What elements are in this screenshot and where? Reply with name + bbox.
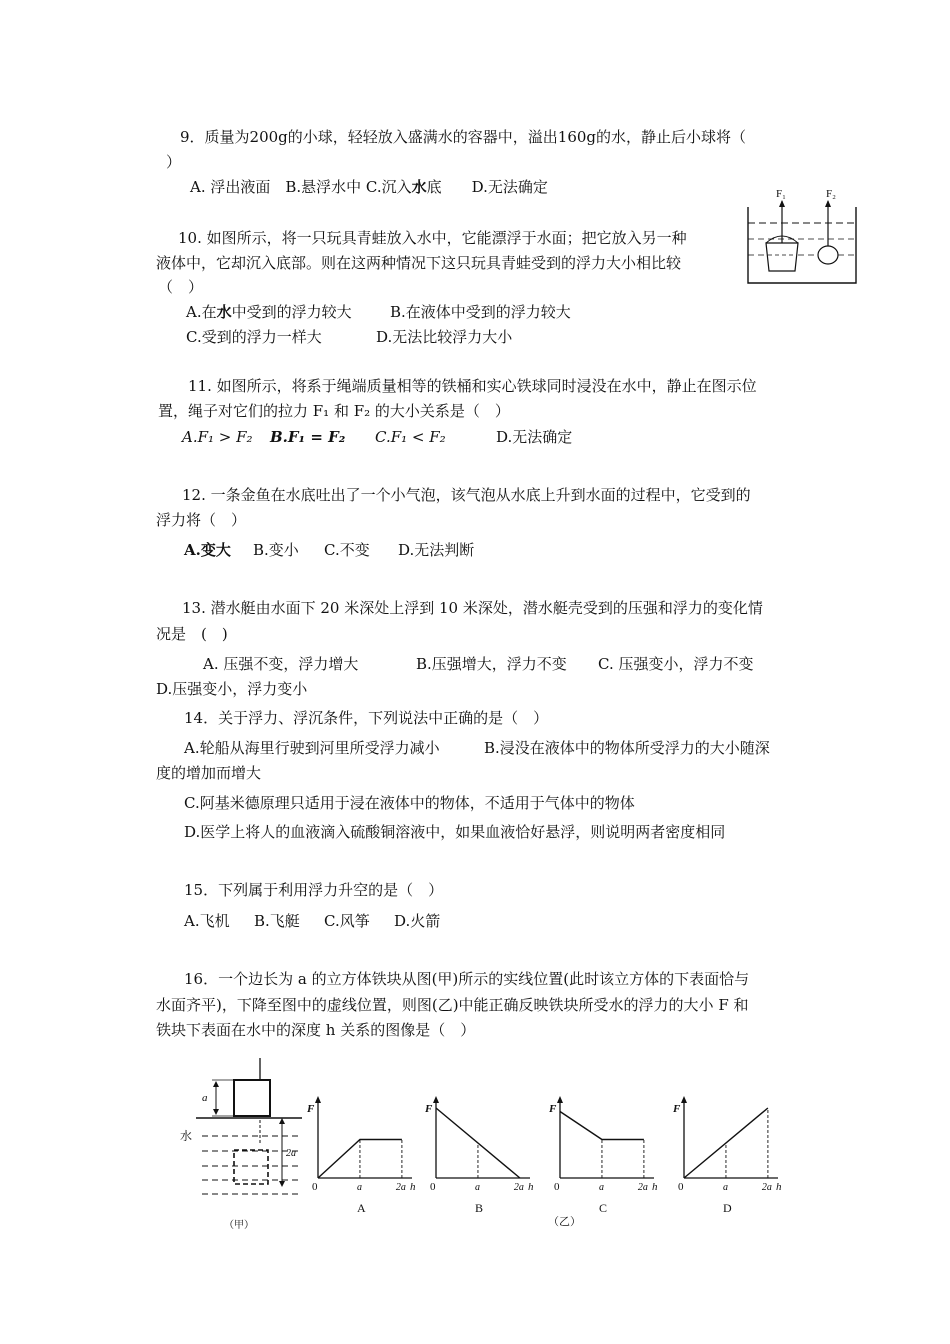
x-axis-label: h: [652, 1181, 658, 1193]
y-axis-label: F: [307, 1103, 315, 1115]
graph-b: [424, 1090, 538, 1220]
q16-line3: 铁块下表面在水中的深度 h 关系的图像是（ ）: [156, 1021, 476, 1039]
q12-option-b: B.变小: [253, 541, 299, 559]
q16-line1: 16．一个边长为 a 的立方体铁块从图(甲)所示的实线位置(此时该立方体的下表面恰与: [184, 970, 750, 988]
origin-label: 0: [554, 1181, 560, 1193]
x-axis-label: h: [528, 1181, 534, 1193]
q15-option-a: A.飞机: [184, 912, 230, 930]
q9-stem: 9．质量为200g的小球，轻轻放入盛满水的容器中，溢出160g的水，静止后小球将（: [180, 128, 747, 146]
y-axis-label: F: [673, 1103, 681, 1115]
q14-option-b-line1: B.浸没在液体中的物体所受浮力的大小随深: [484, 739, 770, 757]
q13-option-c: C. 压强变小，浮力不变: [598, 655, 754, 673]
jia-caption: （甲）: [224, 1220, 254, 1231]
q12-option-a: A.变大: [184, 541, 231, 559]
q13-option-d: D.压强变小，浮力变小: [156, 680, 308, 698]
graph-caption: A: [357, 1201, 366, 1215]
q14-option-d: D.医学上将人的血液滴入硫酸铜溶液中，如果血液恰好悬浮，则说明两者密度相同: [184, 823, 726, 841]
jia-label-2a: 2a: [286, 1148, 296, 1159]
q11-option-b: B.F₁ = F₂: [270, 428, 346, 446]
q11-line1: 11. 如图所示，将系于绳端质量相等的铁桶和实心铁球同时浸没在水中，静止在图示位: [188, 377, 757, 395]
tick-label-2a: 2a: [637, 1182, 648, 1193]
x-axis-label: h: [776, 1181, 782, 1193]
tick-label-a: a: [356, 1182, 362, 1193]
y-axis-arrow: [315, 1096, 321, 1103]
q15-option-d: D.火箭: [394, 912, 441, 930]
y-axis-arrow: [681, 1096, 687, 1103]
q15-stem: 15．下列属于利用浮力升空的是（ ）: [184, 881, 444, 899]
x-axis-label: h: [410, 1181, 416, 1193]
q16-line2: 水面齐平)，下降至图中的虚线位置，则图(乙)中能正确反映铁块所受水的浮力的大小 F 和: [156, 996, 749, 1014]
graph-caption: B: [475, 1201, 484, 1215]
q13-line2: 况是 ( ): [156, 625, 228, 643]
tick-label-2a: 2a: [395, 1182, 406, 1193]
label-f1: F₁: [776, 188, 786, 200]
q10-option-a: A.在水中受到的浮力较大: [186, 303, 352, 321]
q13-option-a: A. 压强不变，浮力增大: [203, 655, 359, 673]
y-axis-arrow: [433, 1096, 439, 1103]
q11-bucket-ball-figure: [746, 185, 858, 285]
q14-option-c: C.阿基米德原理只适用于浸在液体中的物体，不适用于气体中的物体: [184, 794, 635, 812]
q15-option-b: B.飞艇: [254, 912, 300, 930]
graph-caption: D: [723, 1201, 732, 1215]
tick-label-2a: 2a: [513, 1182, 524, 1193]
q11-option-c: C.F₁ < F₂: [375, 428, 446, 446]
q14-option-b-line2: 度的增加而增大: [156, 764, 262, 782]
q10-line2: 液体中，它却沉入底部。则在这两种情况下这只玩具青蛙受到的浮力大小相比较: [156, 254, 682, 272]
q10-option-b: B.在液体中受到的浮力较大: [390, 303, 571, 321]
origin-label: 0: [678, 1181, 684, 1193]
caption-yi: （乙）: [548, 1215, 581, 1228]
q10-option-d: D.无法比较浮力大小: [376, 328, 513, 346]
graph-d: [672, 1090, 792, 1220]
tick-label-a: a: [598, 1182, 604, 1193]
q14-stem: 14．关于浮力、浮沉条件，下列说法中正确的是（ ）: [184, 709, 549, 727]
label-f2: F₂: [826, 188, 836, 200]
graph-a: [306, 1090, 420, 1220]
origin-label: 0: [312, 1181, 318, 1193]
q9-options: A. 浮出液面 B.悬浮水中 C.沉入水底 D.无法确定: [190, 178, 548, 196]
q12-line2: 浮力将（ ）: [156, 511, 247, 529]
q10-line1: 10. 如图所示，将一只玩具青蛙放入水中，它能漂浮于水面；把它放入另一种: [178, 229, 687, 247]
tick-label-2a: 2a: [761, 1182, 772, 1193]
q13-line1: 13. 潜水艇由水面下 20 米深处上浮到 10 米深处，潜水艇壳受到的压强和浮力的变化情: [182, 599, 763, 617]
q13-option-b: B.压强增大，浮力不变: [416, 655, 567, 673]
y-axis-label: F: [549, 1103, 557, 1115]
graph-caption: C: [599, 1201, 608, 1215]
q10-option-c: C.受到的浮力一样大: [186, 328, 322, 346]
origin-label: 0: [430, 1181, 436, 1193]
q14-option-a: A.轮船从海里行驶到河里所受浮力减小: [184, 739, 440, 757]
graph-c: [548, 1090, 662, 1220]
q11-option-a: A.F₁ > F₂: [182, 428, 253, 446]
q15-option-c: C.风筝: [324, 912, 370, 930]
q9-stem-end: ）: [166, 153, 182, 171]
graph-curve: [560, 1112, 644, 1140]
q12-option-c: C.不变: [324, 541, 370, 559]
tick-label-a: a: [474, 1182, 480, 1193]
q11-line2: 置，绳子对它们的拉力 F₁ 和 F₂ 的大小关系是（ ）: [158, 402, 510, 420]
q10-line3: （ ）: [158, 278, 204, 296]
q16-figure-jia: [172, 1056, 308, 1234]
jia-label-a: a: [202, 1092, 208, 1104]
jia-label-water: 水: [180, 1129, 193, 1143]
y-axis-label: F: [425, 1103, 433, 1115]
y-axis-arrow: [557, 1096, 563, 1103]
q11-option-d: D.无法确定: [496, 428, 573, 446]
q12-option-d: D.无法判断: [398, 541, 475, 559]
tick-label-a: a: [722, 1182, 728, 1193]
q12-line1: 12. 一条金鱼在水底吐出了一个小气泡，该气泡从水底上升到水面的过程中，它受到的: [182, 486, 751, 504]
